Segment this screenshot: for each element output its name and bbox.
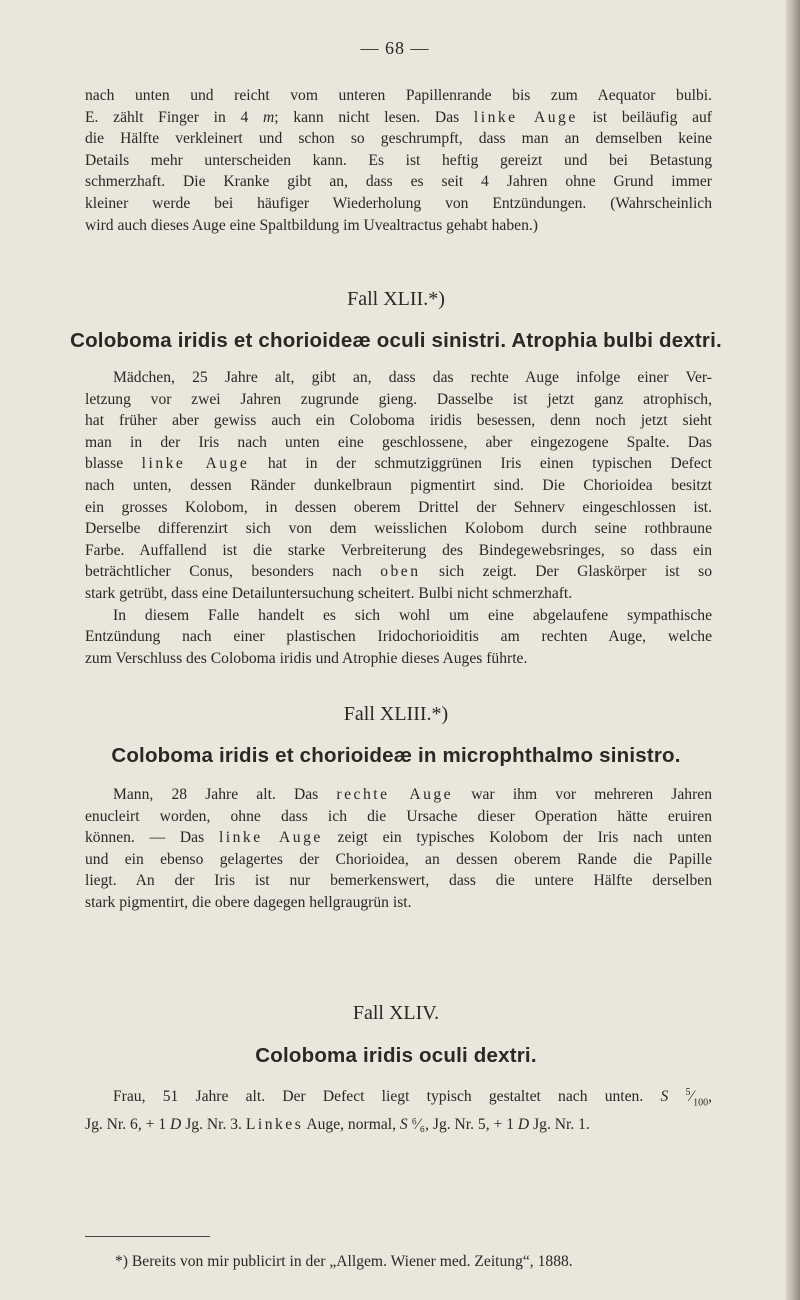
paragraph-case-xliii	[85, 784, 712, 914]
footnote-divider	[85, 1236, 210, 1237]
page-edge	[786, 0, 800, 1300]
text-line: man in der Iris nach unten eine geschlossene, aber eingezogene Spalte. Das	[85, 433, 712, 451]
text-line: nach unten und reicht vom unteren Papillenrande bis zum Aequator bulbi.	[85, 87, 712, 104]
text-line: nach unten, dessen Ränder dunkelbraun pigmentirt sind. Die Chorioidea besitzt	[85, 476, 712, 494]
text-line: kleiner werde bei häufiger Wiederholung von Entzündungen. (Wahrscheinlich	[85, 194, 712, 212]
case-title-xliii: Coloboma iridis et chorioideæ in microphthalmo sinistro.	[111, 744, 681, 767]
paragraph-continuation	[85, 85, 712, 236]
case-title-xlii: Coloboma iridis et chorioideæ oculi sinistri. Atrophia bulbi dextri.	[70, 329, 722, 352]
text-line: Farbe. Auffallend ist die starke Verbreiterung des Bindegewebsringes, so dass ein	[85, 541, 712, 559]
text-line: Derselbe differenzirt sich von dem weisslichen Kolobom durch seine rothbraune	[85, 520, 712, 538]
text-line: Mann, 28 Jahre alt. Das rechte Auge war ihm vor mehreren Jahren	[113, 786, 712, 803]
text-line: Entzündung nach einer plastischen Iridochorioiditis am rechten Auge, welche	[85, 628, 712, 646]
footnote: *) Bereits von mir publicirt in der „Allgem. Wiener med. Zeitung“, 1888.	[115, 1253, 573, 1270]
text-line: und ein ebenso gelagertes der Chorioidea, an dessen oberem Rande die Papille	[85, 850, 712, 868]
paragraph-case-xlii	[85, 367, 712, 669]
text-line: zum Verschluss des Coloboma iridis und Atrophie dieses Auges führte.	[85, 649, 528, 667]
text-line: beträchtlicher Conus, besonders nach oben sich zeigt. Der Glaskörper ist so	[85, 563, 712, 581]
text-line: stark getrübt, dass eine Detailuntersuchung scheitert. Bulbi nicht schmerzhaft.	[85, 584, 573, 602]
case-label-xliv: Fall XLIV.	[352, 1002, 440, 1024]
text-line: Frau, 51 Jahre alt. Der Defect liegt typisch gestaltet nach unten. S $^5⁄_{100}$,	[113, 1087, 712, 1109]
text-line: ein grosses Kolobom, in dessen oberem Drittel der Sehnerv eingeschlossen ist.	[85, 498, 712, 516]
text-line: Details mehr unterscheiden kann. Es ist heftig gereizt und bei Betastung	[85, 151, 712, 169]
text-line: enucleirt worden, ohne dass ich die Ursache dieser Operation hätte eruiren	[85, 807, 712, 825]
text-line: schmerzhaft. Die Kranke gibt an, dass es seit 4 Jahren ohne Grund immer	[85, 173, 712, 191]
case-label-xlii: Fall XLII.*)	[347, 288, 445, 310]
paragraph-case-xliv	[85, 1082, 712, 1135]
text-line: stark pigmentirt, die obere dagegen hellgraugrün ist.	[85, 893, 412, 911]
page-number: — 68 —	[360, 38, 430, 58]
text-line: wird auch dieses Auge eine Spaltbildung im Uvealtractus gehabt haben.)	[85, 216, 538, 234]
text-line: blasse linke Auge hat in der schmutziggrünen Iris einen typischen Defect	[85, 455, 712, 473]
text-line: Mädchen, 25 Jahre alt, gibt an, dass das rechte Auge infolge einer Ver-	[113, 369, 712, 386]
case-title-xliv: Coloboma iridis oculi dextri.	[255, 1044, 537, 1067]
text-line: können. — Das linke Auge zeigt ein typisches Kolobom der Iris nach unten	[85, 829, 712, 847]
text-line: Jg. Nr. 6, + 1 D Jg. Nr. 3. Linkes Auge, normal, S ⁶⁄₆, Jg. Nr. 5, + 1 D Jg. Nr. 1.	[85, 1115, 590, 1133]
text-line: die Hälfte verkleinert und schon so geschrumpft, dass man an demselben keine	[85, 130, 712, 148]
text-line: liegt. An der Iris ist nur bemerkenswert, dass die untere Hälfte derselben	[85, 872, 712, 890]
text-line: letzung vor zwei Jahren zugrunde gieng. Dasselbe ist jetzt ganz atrophisch,	[85, 390, 712, 408]
text-line: hat früher aber gewiss auch ein Coloboma iridis besessen, denn noch jetzt sieht	[85, 412, 712, 430]
text-line: In diesem Falle handelt es sich wohl um eine abgelaufene sympathische	[113, 606, 712, 624]
text-line: E. zählt Finger in 4 m; kann nicht lesen. Das linke Auge ist beiläufig auf	[85, 108, 712, 126]
case-label-xliii: Fall XLIII.*)	[343, 703, 449, 725]
